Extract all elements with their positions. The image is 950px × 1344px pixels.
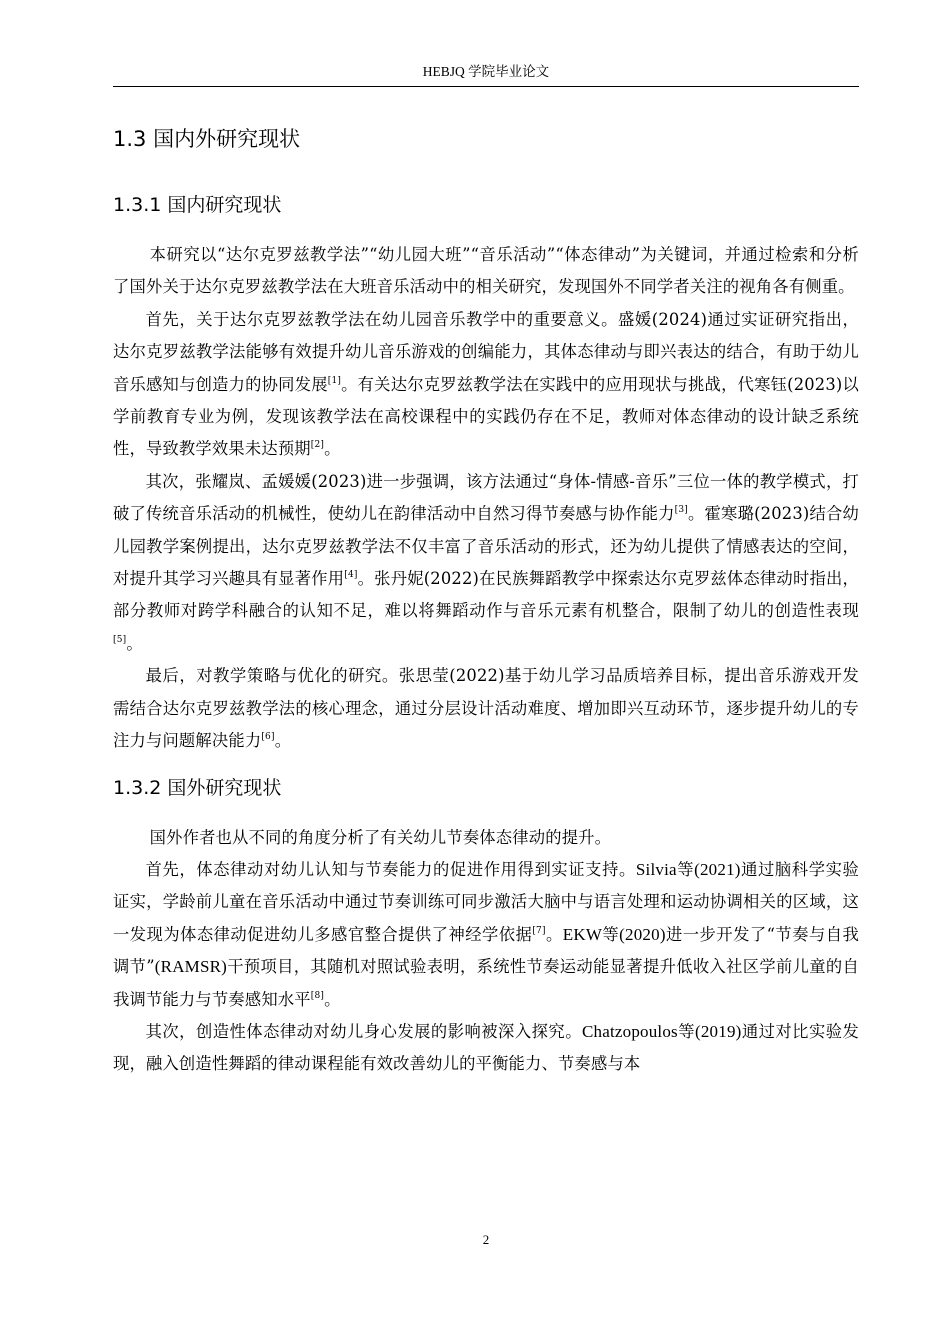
citation-ref: [7] (532, 925, 546, 936)
citation-ref: [5] (113, 634, 127, 645)
domestic-paragraph-finally: 最后，对教学策略与优化的研究。张思莹(2022)基于幼儿学习品质培养目标，提出音乐游戏开发需结合达尔克罗兹教学法的核心理念，通过分层设计活动难度、增加即兴互动环节，逐步提升幼儿的专注力与问题解决能力[6]。 (113, 666, 859, 751)
citation-ref: [3] (674, 505, 688, 516)
running-header: HEBJQ 学院毕业论文 (422, 64, 550, 79)
foreign-paragraph-intro: 国外作者也从不同的角度分析了有关幼儿节奏体态律动的提升。 (149, 827, 612, 847)
domestic-paragraph-intro: 本研究以“达尔克罗兹教学法”“幼儿园大班”“音乐活动”“体态律动”为关键词，并通过检索和分析了国外关于达尔克罗兹教学法在大班音乐活动中的相关研究，发现国外不同学者关注的视角各有侧重。 (113, 245, 859, 297)
foreign-paragraph-cognition: 首先，体态律动对幼儿认知与节奏能力的促进作用得到实证支持。Silvia等(2021)通过脑科学实验证实，学龄前儿童在音乐活动中通过节奏训练可同步激活大脑中与语言处理和运动协调相关的区域，这一发现为体态律动促进幼儿多感官整合提供了神经学依据[7]。EKW等(2020)进一步开发了“节奏与自我调节”(RAMSR)干预项目，其随机对照试验表明，系统性节奏运动能显著提升低收入社区学前儿童的自我调节能力与节奏感知水平[8]。 (113, 859, 860, 1009)
foreign-paragraph-creative: 其次，创造性体态律动对幼儿身心发展的影响被深入探究。Chatzopoulos等(2019)通过对比实验发现，融入创造性舞蹈的律动课程能有效改善幼儿的平衡能力、节奏感与本 (113, 1021, 860, 1074)
citation-ref: [1] (327, 375, 342, 386)
domestic-paragraph-secondly: 其次，张耀岚、孟媛媛(2023)进一步强调，该方法通过“身体-情感-音乐”三位一体的教学模式，打破了传统音乐活动的机械性，使幼儿在韵律活动中自然习得节奏感与协作能力[3]。霍寒璐(2023)结合幼儿园教学案例提出，达尔克罗兹教学法不仅丰富了音乐活动的形式，还为幼儿提供了情感表达的空间，对提升其学习兴趣具有显著作用[4]。张丹妮(2022)在民族舞蹈教学中探索达尔克罗兹体态律动时指出，部分教师对跨学科融合的认知不足，难以将舞蹈动作与音乐元素有机整合，限制了幼儿的创造性表现[5]。 (113, 471, 859, 653)
citation-ref: [8] (310, 990, 325, 1001)
page-body (113, 121, 859, 1081)
citation-ref: [6] (261, 732, 275, 743)
foreign-subsection-heading: 1.3.2 国外研究现状 (113, 776, 282, 799)
page-number: 2 (482, 1232, 490, 1247)
domestic-paragraph-significance: 首先，关于达尔克罗兹教学法在幼儿园音乐教学中的重要意义。盛媛(2024)通过实证研究指出，达尔克罗兹教学法能够有效提升幼儿音乐游戏的创编能力，其体态律动与即兴表达的结合，有助于幼儿音乐感知与创造力的协同发展[1]。有关达尔克罗兹教学法在实践中的应用现状与挑战，代寒钰(2023)以学前教育专业为例，发现该教学法在高校课程中的实践仍存在不足，教师对体态律动的设计缺乏系统性，导致教学效果未达预期[2]。 (113, 309, 859, 459)
citation-ref: [4] (344, 570, 358, 581)
domestic-subsection-heading: 1.3.1 国内研究现状 (113, 194, 282, 216)
header-rule (113, 86, 859, 87)
section-heading: 1.3 国内外研究现状 (113, 127, 301, 151)
citation-ref: [2] (310, 440, 325, 451)
